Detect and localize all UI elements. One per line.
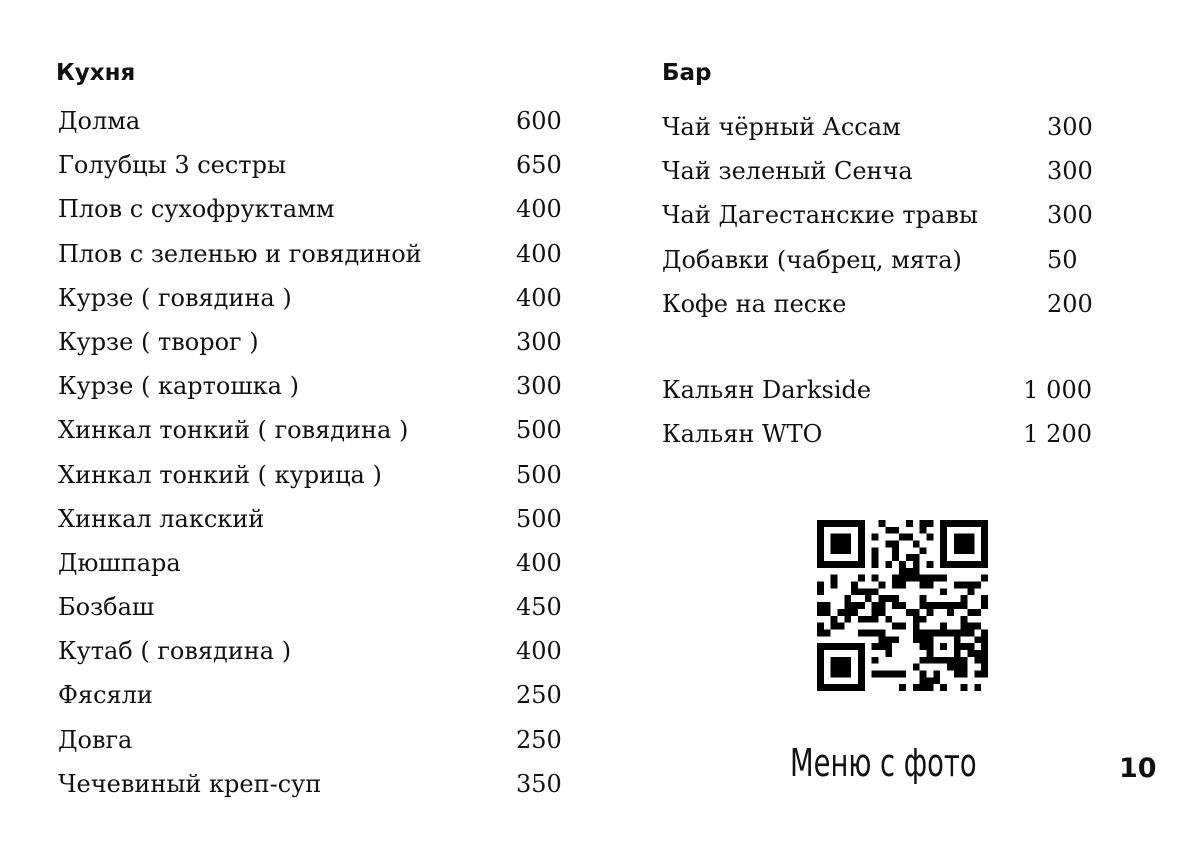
menu-item-price: 300 [516, 372, 562, 401]
menu-item-name: Голубцы 3 сестры [58, 151, 287, 180]
menu-item-name: Кальян Darkside [662, 376, 872, 404]
menu-item-price: 400 [516, 548, 562, 577]
menu-item-name: Хинкал лакский [58, 504, 265, 533]
menu-item [662, 245, 1102, 289]
menu-item-price: 400 [516, 195, 562, 224]
hookah-menu-list [662, 375, 1102, 463]
menu-item [662, 200, 1102, 244]
menu-item-price: 50 [1047, 245, 1078, 274]
menu-item-name: Курзе ( говядина ) [58, 283, 292, 312]
menu-photo-caption[interactable]: Меню с фото [790, 741, 977, 785]
menu-item [662, 112, 1102, 156]
menu-item [58, 548, 578, 592]
menu-item-price: 500 [516, 460, 562, 489]
menu-item-price: 400 [516, 283, 562, 312]
menu-item-price: 400 [516, 637, 562, 666]
menu-item-name: Дюшпара [58, 548, 181, 577]
menu-item [58, 636, 578, 680]
menu-item-price: 500 [516, 416, 562, 445]
menu-item [58, 283, 578, 327]
menu-item-name: Кутаб ( говядина ) [58, 637, 292, 666]
menu-item-name: Плов с сухофруктамм [58, 195, 335, 224]
menu-item [662, 156, 1102, 200]
menu-item [662, 375, 1102, 419]
menu-item-name: Чечевиный креп-суп [58, 769, 322, 798]
menu-item [58, 415, 578, 459]
bar-menu-list [662, 112, 1102, 333]
kitchen-section-title: Кухня [56, 60, 136, 86]
menu-item [58, 106, 578, 150]
menu-item-price: 1 000 [1023, 376, 1092, 404]
menu-item-price: 450 [516, 593, 562, 622]
menu-item-price: 500 [516, 504, 562, 533]
menu-item-name: Курзе ( картошка ) [58, 372, 299, 401]
menu-item-price: 300 [1047, 113, 1093, 141]
menu-item-name: Чай Дагестанские травы [662, 201, 978, 230]
menu-item-name: Бозбаш [58, 593, 155, 622]
menu-item-name: Плов с зеленью и говядиной [58, 239, 422, 268]
page-number: 10 [1119, 753, 1157, 784]
menu-item [58, 769, 578, 813]
menu-item-price: 300 [516, 327, 562, 356]
kitchen-menu-list [58, 106, 578, 813]
bar-section-title: Бар [662, 60, 712, 86]
qr-code-icon[interactable] [817, 520, 988, 691]
menu-item-name: Фясяли [58, 681, 153, 710]
menu-item [58, 725, 578, 769]
menu-item [662, 289, 1102, 333]
menu-item-price: 300 [1047, 157, 1093, 186]
menu-item [58, 460, 578, 504]
menu-item-name: Кальян WTO [662, 420, 823, 449]
menu-item-price: 250 [516, 681, 562, 710]
menu-item [58, 150, 578, 194]
menu-item [58, 592, 578, 636]
menu-item-price: 1 200 [1023, 420, 1092, 449]
menu-item [58, 504, 578, 548]
menu-item-price: 200 [1047, 289, 1093, 318]
menu-item-price: 300 [1047, 201, 1093, 230]
menu-item [58, 680, 578, 724]
menu-item-name: Чай зеленый Сенча [662, 157, 913, 186]
menu-item [58, 239, 578, 283]
menu-item-price: 350 [516, 769, 562, 798]
menu-item-price: 250 [516, 725, 562, 754]
menu-item [662, 419, 1102, 463]
menu-item [58, 371, 578, 415]
menu-item-price: 600 [516, 107, 562, 135]
menu-item-price: 650 [516, 151, 562, 180]
menu-item-price: 400 [516, 239, 562, 268]
menu-item-name: Долма [58, 107, 141, 135]
menu-item-name: Хинкал тонкий ( говядина ) [58, 416, 409, 445]
menu-item [58, 194, 578, 238]
menu-item-name: Курзе ( творог ) [58, 327, 259, 356]
menu-item-name: Чай чёрный Ассам [662, 113, 901, 141]
menu-item-name: Кофе на песке [662, 289, 847, 318]
menu-item-name: Добавки (чабрец, мята) [662, 245, 962, 274]
menu-item [58, 327, 578, 371]
menu-item-name: Довга [58, 725, 133, 754]
menu-item-name: Хинкал тонкий ( курица ) [58, 460, 382, 489]
